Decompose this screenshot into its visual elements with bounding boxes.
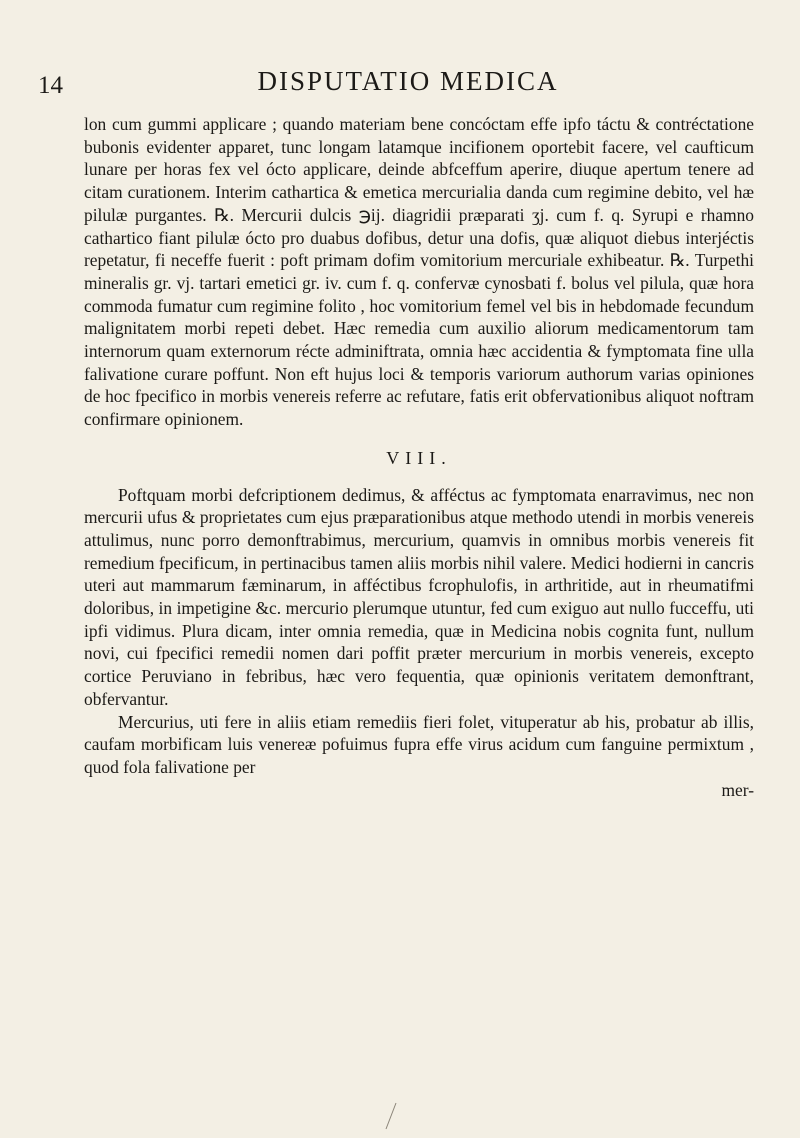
- paragraph: Mercurius, uti fere in aliis etiam remediis fieri folet, vituperatur ab his, probatur ab illis, caufam morbificam luis venereæ pofuimus fupra effe virus acidum cum fanguine permixtum , quod fola falivatione per: [84, 711, 754, 777]
- paragraph: Poftquam morbi defcriptionem dedimus, & afféctus ac fymptomata enarravimus, nec non mercurii ufus & proprietates cum ejus præparationibus atque methodo utendi in morbis venereis attulimus, nunc porro demonftrabimus, mercurium, quamvis in omnibus morbis venereis fit remedium fpecificum, in pertinacibus tamen aliis morbis nihil valere. Medici hodierni in cancris uteri aut mammarum fæminarum, in afféctibus fcrophulofis, in arthritide, aut in rheumatifmi doloribus, in impetigine &c. mercurio plerumque utuntur, fed cum exiguo aut nullo fucceffu, uti ipfi vidimus. Plura dicam, inter omnia remedia, quæ in Medicina nobis cognita funt, nullum novi, cui fpecifici remedii nomen dari poffit præter mercurium in morbis venereis, excepto cortice Peruviano in febribus, hæc vero fequentia, quæ opinionis veritatem demonftrant, obfervantur.: [84, 484, 754, 709]
- page-number: 14: [38, 72, 63, 99]
- catchword: mer-: [721, 779, 754, 800]
- paragraph: lon cum gummi applicare ; quando materiam bene concóctam effe ipfo táctu & contréctatione bubonis evidenter apparet, tunc longam latamque incifionem oportebit facere, vel caufticum lunare per horas fex vel ócto applicare, deinde abfceffum aperire, diuque apertum tenere ad citam curationem. Interim cathartica & emetica mercurialia danda cum regimine debito, vel hæ pilulæ purgantes. ℞. Mercurii dulcis ℈ij. diagridii præparati ʒj. cum f. q. Syrupi e rhamno cathartico fiant pilulæ ócto pro duabus dofibus, detur una dofis, quæ aliquot diebus interjéctis repetatur, fi neceffe fuerit : poft primam dofim vomitorium mercuriale exhibeatur. ℞. Turpethi mineralis gr. vj. tartari emetici gr. iv. cum f. q. confervæ cynosbati f. bolus vel pilula, quæ hora commoda fumatur cum regimine folito , hoc vomitorium femel vel bis in hebdomade fecundum malignitatem morbi repeti debet. Hæc remedia cum auxilio aliorum medicamentorum tam internorum quam externorum récte adminiftrata, omnia hæc accidentia & fymptomata fine ulla falivatione curare poffunt. Non eft hujus loci & temporis variorum authorum varias opiniones de hoc fpecifico in morbis venereis referre ac refutare, fatis erit obfervationibus aliquot noftram confirmare opinionem.: [84, 114, 754, 430]
- section-number: VIII.: [386, 447, 452, 468]
- running-head: DISPUTATIO MEDICA: [257, 66, 559, 96]
- page-header: [38, 64, 778, 104]
- pencil-mark-icon: [384, 1102, 398, 1130]
- body-text: [84, 113, 754, 801]
